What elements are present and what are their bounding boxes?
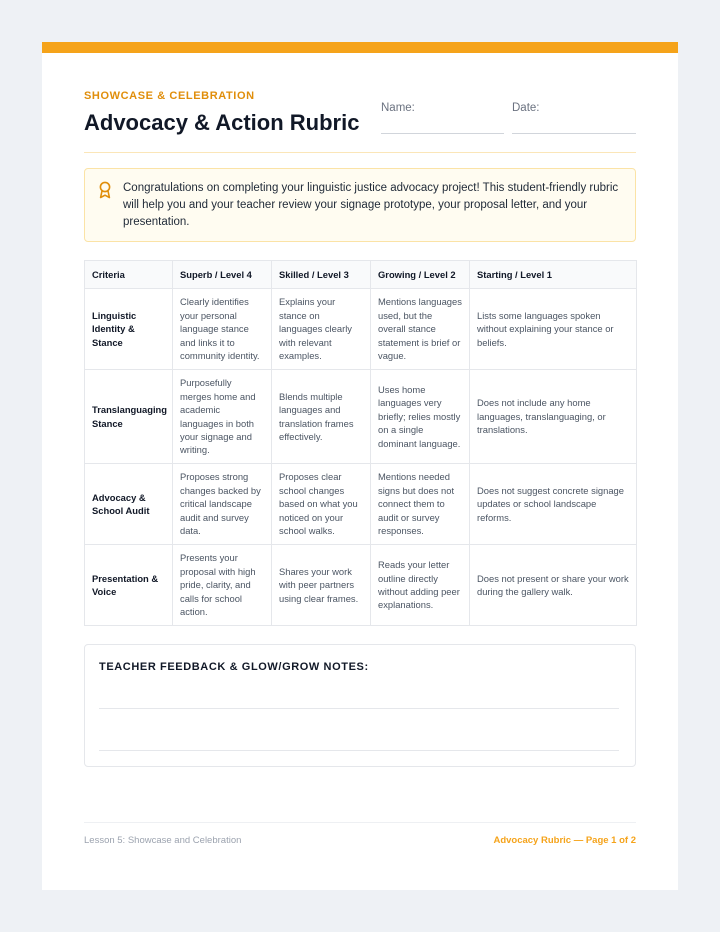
table-row xyxy=(85,370,637,464)
table-row xyxy=(85,289,637,370)
level-4-cell: Presents your proposal with high pride, clarity, and calls for school action. xyxy=(173,545,272,626)
level-4-cell: Proposes strong changes backed by critical landscape audit and survey data. xyxy=(173,464,272,545)
page-title: Advocacy & Action Rubric xyxy=(84,110,360,135)
footer-page-label: Advocacy Rubric — Page 1 of 2 xyxy=(493,835,636,846)
teacher-feedback-box xyxy=(84,644,636,767)
award-ribbon-icon xyxy=(98,181,112,199)
level-4-cell: Clearly identifies your personal language stance and links it to community identity. xyxy=(173,289,272,370)
criteria-cell: Advocacy & School Audit xyxy=(85,464,173,545)
criteria-cell: Presentation & Voice xyxy=(85,545,173,626)
feedback-writing-line[interactable] xyxy=(99,708,619,709)
column-header-level-4: Superb / Level 4 xyxy=(173,261,272,289)
level-3-cell: Explains your stance on languages clearly with relevant examples. xyxy=(272,289,371,370)
feedback-title: TEACHER FEEDBACK & GLOW/GROW NOTES: xyxy=(99,661,369,673)
header-divider xyxy=(84,152,636,153)
table-header-row xyxy=(85,261,637,289)
level-3-cell: Blends multiple languages and translation frames effectively. xyxy=(272,370,371,464)
table-row xyxy=(85,464,637,545)
level-4-cell: Purposefully merges home and academic languages in both your signage and writing. xyxy=(173,370,272,464)
rubric-table xyxy=(84,260,637,626)
name-label: Name: xyxy=(381,102,415,114)
criteria-cell: Translanguaging Stance xyxy=(85,370,173,464)
feedback-writing-line[interactable] xyxy=(99,750,619,751)
column-header-level-1: Starting / Level 1 xyxy=(470,261,637,289)
intro-text: Congratulations on completing your linguistic justice advocacy project! This student-friendly rubric will help you and your teacher review your signage prototype, your proposal letter, and your presentation. xyxy=(123,182,619,228)
footer-lesson-label: Lesson 5: Showcase and Celebration xyxy=(84,835,242,846)
criteria-cell: Linguistic Identity & Stance xyxy=(85,289,173,370)
rubric-page xyxy=(42,42,678,890)
date-label: Date: xyxy=(512,102,540,114)
level-2-cell: Mentions needed signs but does not connect them to audit or survey responses. xyxy=(371,464,470,545)
level-2-cell: Mentions languages used, but the overall stance statement is brief or vague. xyxy=(371,289,470,370)
date-field-line[interactable] xyxy=(512,133,636,134)
level-1-cell: Does not suggest concrete signage updates or school landscape reforms. xyxy=(470,464,637,545)
level-3-cell: Proposes clear school changes based on what you noticed on your school walks. xyxy=(272,464,371,545)
level-1-cell: Does not present or share your work during the gallery walk. xyxy=(470,545,637,626)
column-header-level-3: Skilled / Level 3 xyxy=(272,261,371,289)
name-field-line[interactable] xyxy=(381,133,504,134)
level-2-cell: Uses home languages very briefly; relies mostly on a single dominant language. xyxy=(371,370,470,464)
table-row xyxy=(85,545,637,626)
level-1-cell: Lists some languages spoken without explaining your stance or beliefs. xyxy=(470,289,637,370)
footer-divider xyxy=(84,822,636,823)
intro-callout xyxy=(84,168,636,242)
accent-top-bar xyxy=(42,42,678,53)
level-3-cell: Shares your work with peer partners using clear frames. xyxy=(272,545,371,626)
column-header-level-2: Growing / Level 2 xyxy=(371,261,470,289)
level-2-cell: Reads your letter outline directly without adding peer explanations. xyxy=(371,545,470,626)
column-header-criteria: Criteria xyxy=(85,261,173,289)
level-1-cell: Does not include any home languages, translanguaging, or translations. xyxy=(470,370,637,464)
section-eyebrow: SHOWCASE & CELEBRATION xyxy=(84,90,255,102)
